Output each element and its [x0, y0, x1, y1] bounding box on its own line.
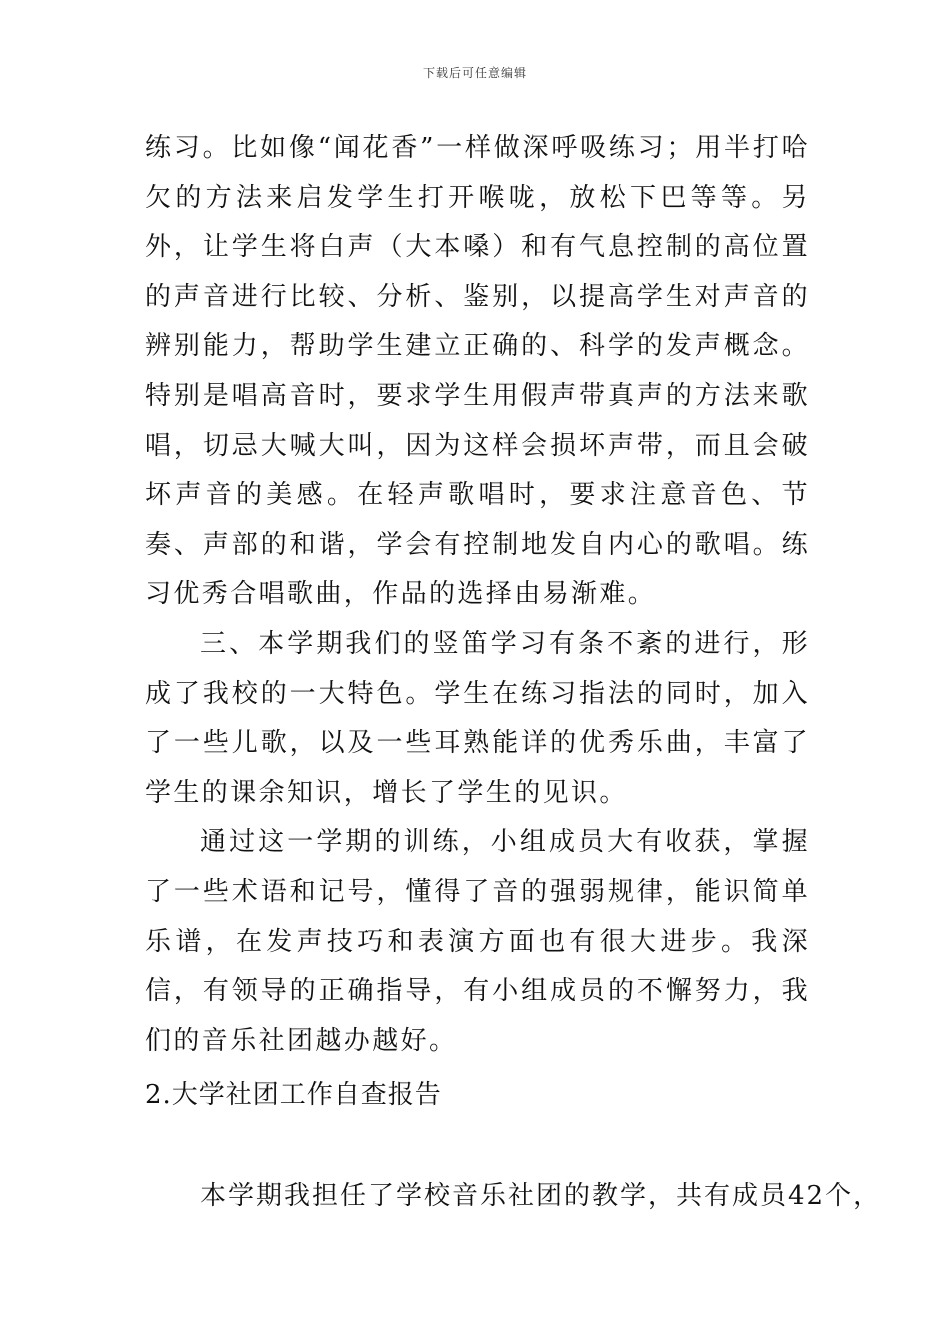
- paragraph-recorder-study: 三、本学期我们的竖笛学习有条不紊的进行，形成了我校的一大特色。学生在练习指法的同时，加入了一些儿歌，以及一些耳熟能详的优秀乐曲，丰富了学生的课余知识，增长了学生的见识。: [145, 628, 810, 808]
- document-body: [145, 124, 810, 1066]
- paragraph-summary: 通过这一学期的训练，小组成员大有收获，掌握了一些术语和记号，懂得了音的强弱规律，能识简单乐谱，在发声技巧和表演方面也有很大进步。我深信，有领导的正确指导，有小组成员的不懈努力，我们的音乐社团越办越好。: [145, 827, 810, 1056]
- paragraph-vocal-practice: 练习。比如像“闻花香”一样做深呼吸练习；用半打哈欠的方法来启发学生打开喉咙，放松下巴等等。另外，让学生将白声（大本嗓）和有气息控制的高位置的声音进行比较、分析、鉴别，以提高学生对声音的辨别能力，帮助学生建立正确的、科学的发声概念。特别是唱高音时，要求学生用假声带真声的方法来歌唱，切忌大喊大叫，因为这样会损坏声带，而且会破坏声音的美感。在轻声歌唱时，要求注意音色、节奏、声部的和谐，学会有控制地发自内心的歌唱。练习优秀合唱歌曲，作品的选择由易渐难。: [145, 133, 810, 610]
- page-header: 下载后可任意编辑: [422, 66, 527, 80]
- section-heading: 2.大学社团工作自查报告: [145, 1080, 442, 1110]
- paragraph-report-intro: 本学期我担任了学校音乐社团的教学，共有成员42个，: [200, 1181, 882, 1211]
